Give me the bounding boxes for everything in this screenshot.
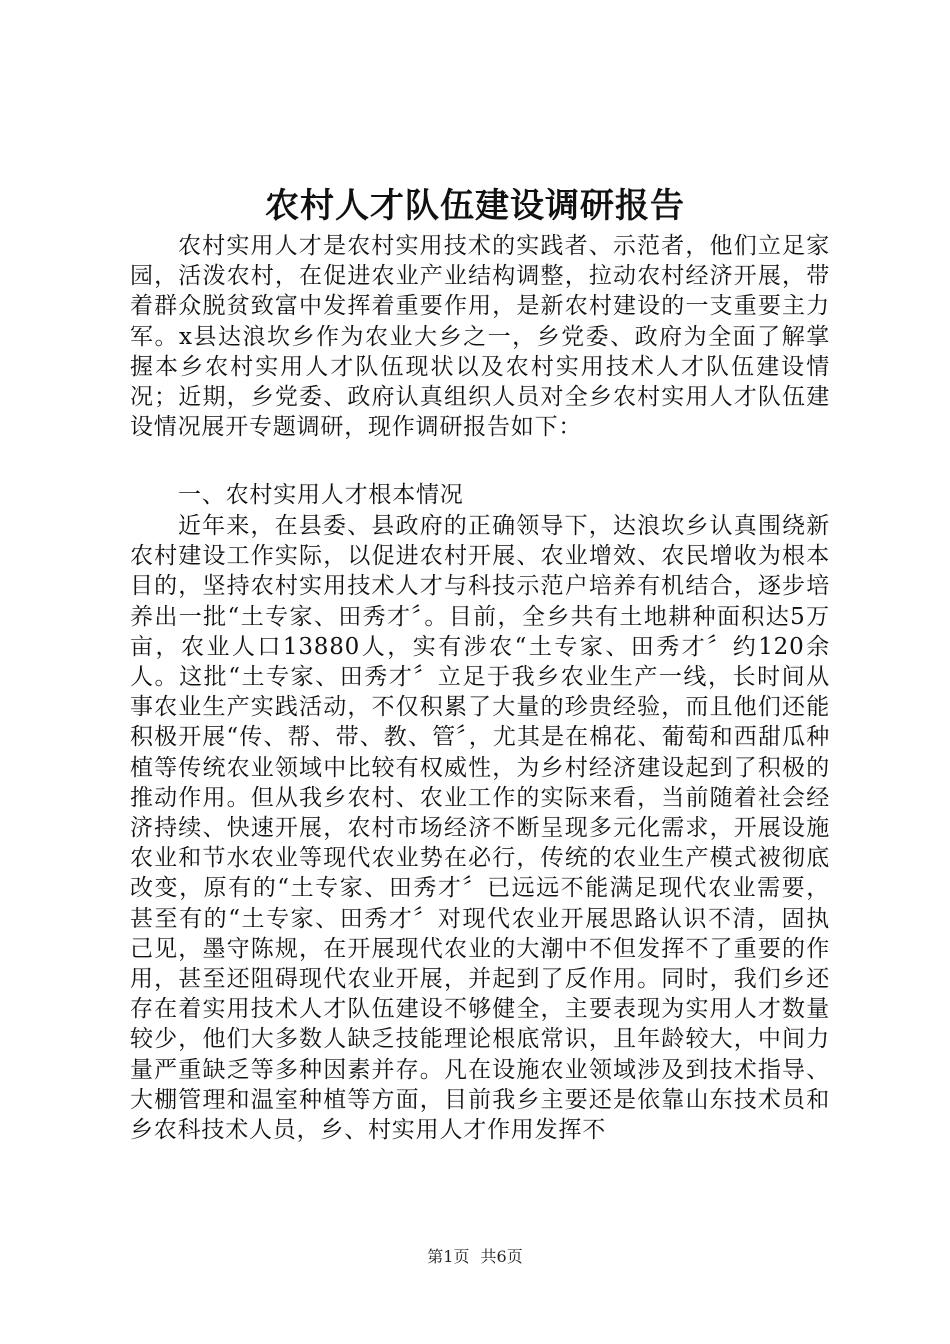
intro-paragraph: 农村实用人才是农村实用技术的实践者、示范者，他们立足家园，活泼农村，在促进农业产业结构调整，拉动农村经济开展，带着群众脱贫致富中发挥着重要作用，是新农村建设的一支重要主力军。x县达浪坎乡作为农业大乡之一，乡党委、政府为全面了解掌握本乡农村实用人才队伍现状以及农村实用技术人才队伍建设情况；近期，乡党委、政府认真组织人员对全乡农村实用人才队伍建设情况展开专题调研，现作调研报告如下：	[130, 233, 830, 441]
page-total: 共6页	[480, 1247, 523, 1266]
body-paragraph: 近年来，在县委、县政府的正确领导下，达浪坎乡认真围绕新农村建设工作实际，以促进农村开展、农业增效、农民增收为根本目的，坚持农村实用技术人才与科技示范户培养有机结合，逐步培养出一批“土专家、田秀才〞。目前，全乡共有土地耕种面积达5万亩，农业人口13880人，实有涉农“土专家、田秀才〞约120余人。这批“土专家、田秀才〞立足于我乡农业生产一线，长时间从事农业生产实践活动，不仅积累了大量的珍贵经验，而且他们还能积极开展“传、帮、带、教、管〞，尤其是在棉花、葡萄和西甜瓜种植等传统农业领域中比较有权威性，为乡村经济建设起到了积极的推动作用。但从我乡农村、农业工作的实际来看，当前随着社会经济持续、快速开展，农村市场经济不断呈现多元化需求，开展设施农业和节水农业等现代农业势在必行，传统的农业生产模式被彻底改变，原有的“土专家、田秀才〞已远远不能满足现代农业需要，甚至有的“土专家、田秀才〞对现代农业开展思路认识不清，固执己见，墨守陈规，在开展现代农业的大潮中不但发挥不了重要的作用，甚至还阻碍现代农业开展，并起到了反作用。同时，我们乡还存在着实用技术人才队伍建设不够健全，主要表现为实用人才数量较少，他们大多数人缺乏技能理论根底常识，且年龄较大，中间力量严重缺乏等多种因素并存。凡在设施农业领域涉及到技术指导、大棚管理和温室种植等方面，目前我乡主要还是依靠山东技术员和乡农科技术人员，乡、村实用人才作用发挥不	[130, 513, 830, 1144]
page-footer	[0, 1246, 950, 1268]
document-title: 农村人才队伍建设调研报告	[265, 186, 685, 226]
section-heading: 一、农村实用人才根本情况	[178, 482, 464, 508]
page-number: 第1页	[427, 1247, 470, 1266]
